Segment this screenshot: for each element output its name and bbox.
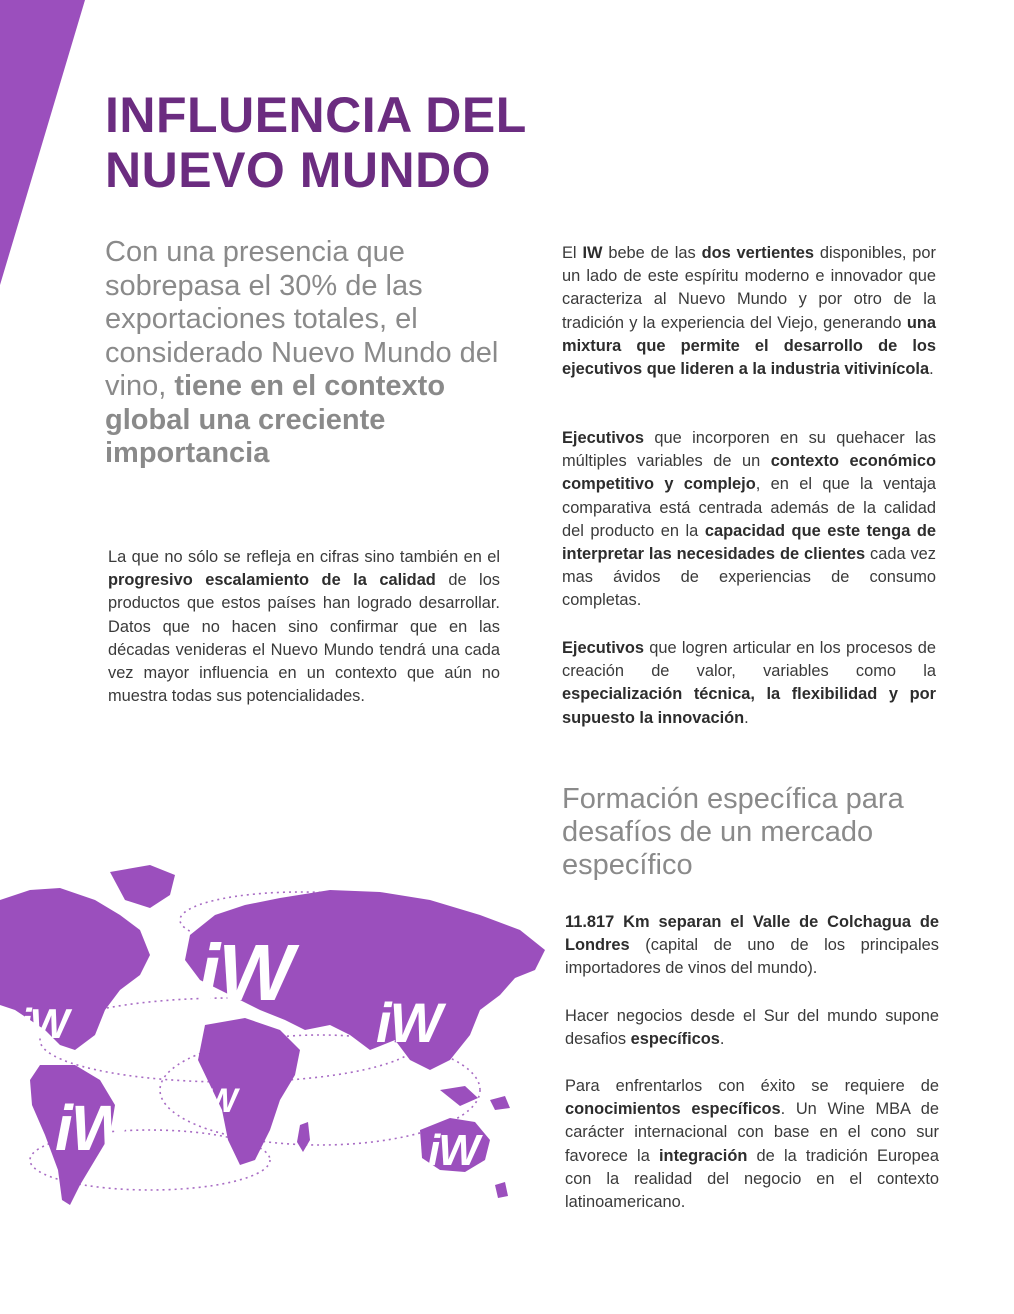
greenland-shape — [110, 865, 175, 908]
text: que logren articular en los procesos de creación de valor, variables como la — [562, 639, 936, 681]
section-subheading: Formación específica para desafíos de un mercado específico — [562, 783, 904, 881]
text: que incorporen en su quehacer las múltiples variables de un — [562, 429, 936, 471]
text: bebe de las — [602, 244, 702, 262]
lead-bold-text: tiene en el contexto global una creciente importancia — [105, 370, 446, 469]
bold-text: conocimientos específicos — [565, 1100, 781, 1119]
text: de la tradición Europea con la realidad del negocio en el contexto latinoamericano. — [565, 1146, 939, 1212]
iw-logo: iW — [55, 1092, 130, 1164]
text: cada vez mas ávidos de experiencias de consumo completas. — [562, 545, 936, 610]
lead-text: Con una presencia que sobrepasa el 30% de las exportaciones totales, el considerado Nuevo Mundo del vino, — [105, 236, 499, 402]
title-line-1: INFLUENCIA DEL — [105, 87, 527, 143]
bold-text: contexto económico competitivo y complejo — [562, 452, 936, 494]
bold-text: 11.817 Km separan el Valle de Colchagua de Londres — [565, 913, 939, 955]
iw-logo: iW — [198, 1082, 236, 1120]
text: de los productos que estos países han logrado desarrollar. Datos que no hacen sino confirmar que en las décadas venideras el Nuevo Mundo tendrá una cada vez mayor influencia en un contexto que aún no muestra todas sus potencialidades. — [108, 571, 500, 706]
corner-triangle-decoration — [0, 0, 90, 290]
text: . — [744, 708, 749, 727]
text: (capital de uno de los principales importadores de vinos del mundo). — [565, 936, 939, 978]
iw-logo: iW — [376, 991, 441, 1054]
right-paragraph-5 — [565, 1005, 939, 1051]
world-map-illustration — [0, 860, 560, 1220]
bold-text: específicos — [630, 1030, 720, 1049]
iw-logo: iW — [198, 928, 292, 1017]
bold-text: integración — [659, 1146, 748, 1165]
text: Hacer negocios desde el Sur del mundo supone desafios — [565, 1007, 939, 1049]
right-paragraph-3 — [562, 637, 936, 730]
bold-text: especialización técnica, la flexibilidad y por supuesto la innovación — [562, 685, 936, 727]
text: El — [562, 244, 583, 262]
iw-logo: iW — [20, 1000, 68, 1047]
text: disponibles, por un lado de este espíritu moderno e innovador que caracteriza al Nuevo Mundo y por otro de la tradición y la experiencia del Viejo, generando — [562, 244, 936, 332]
text: . Un Wine MBA de carácter internacional con base en el cono sur favorece la — [565, 1100, 939, 1165]
bold-text: capacidad que este tenga de interpretar las necesidades de clientes — [562, 521, 936, 564]
text: La que no sólo se refleja en cifras sino también en el — [108, 548, 500, 566]
iw-logo: iW — [428, 1126, 478, 1175]
left-paragraph — [108, 546, 500, 708]
bold-text: dos vertientes — [701, 244, 815, 262]
right-paragraph-6 — [565, 1075, 939, 1214]
right-paragraph-4 — [565, 911, 939, 981]
right-paragraph-1 — [562, 242, 936, 381]
lead-paragraph — [105, 236, 505, 471]
bold-text: Ejecutivos — [562, 639, 644, 657]
bold-text: Ejecutivos — [562, 429, 644, 447]
text: Para enfrentarlos con éxito se requiere de — [565, 1077, 939, 1095]
title-line-2: NUEVO MUNDO — [105, 142, 492, 198]
text: . — [719, 1030, 725, 1049]
right-paragraph-2 — [562, 427, 936, 613]
bold-text: IW — [582, 244, 603, 262]
text: , en el que la ventaja comparativa está centrada además de la calidad del producto en la — [562, 475, 936, 540]
text: . — [929, 360, 934, 379]
page-title — [105, 88, 527, 198]
bold-text: una mixtura que permite el desarrollo de los ejecutivos que lideren a la industria vitivinícola — [562, 313, 936, 379]
bold-text: progresivo escalamiento de la calidad — [108, 571, 436, 590]
madagascar-shape — [297, 1122, 310, 1152]
